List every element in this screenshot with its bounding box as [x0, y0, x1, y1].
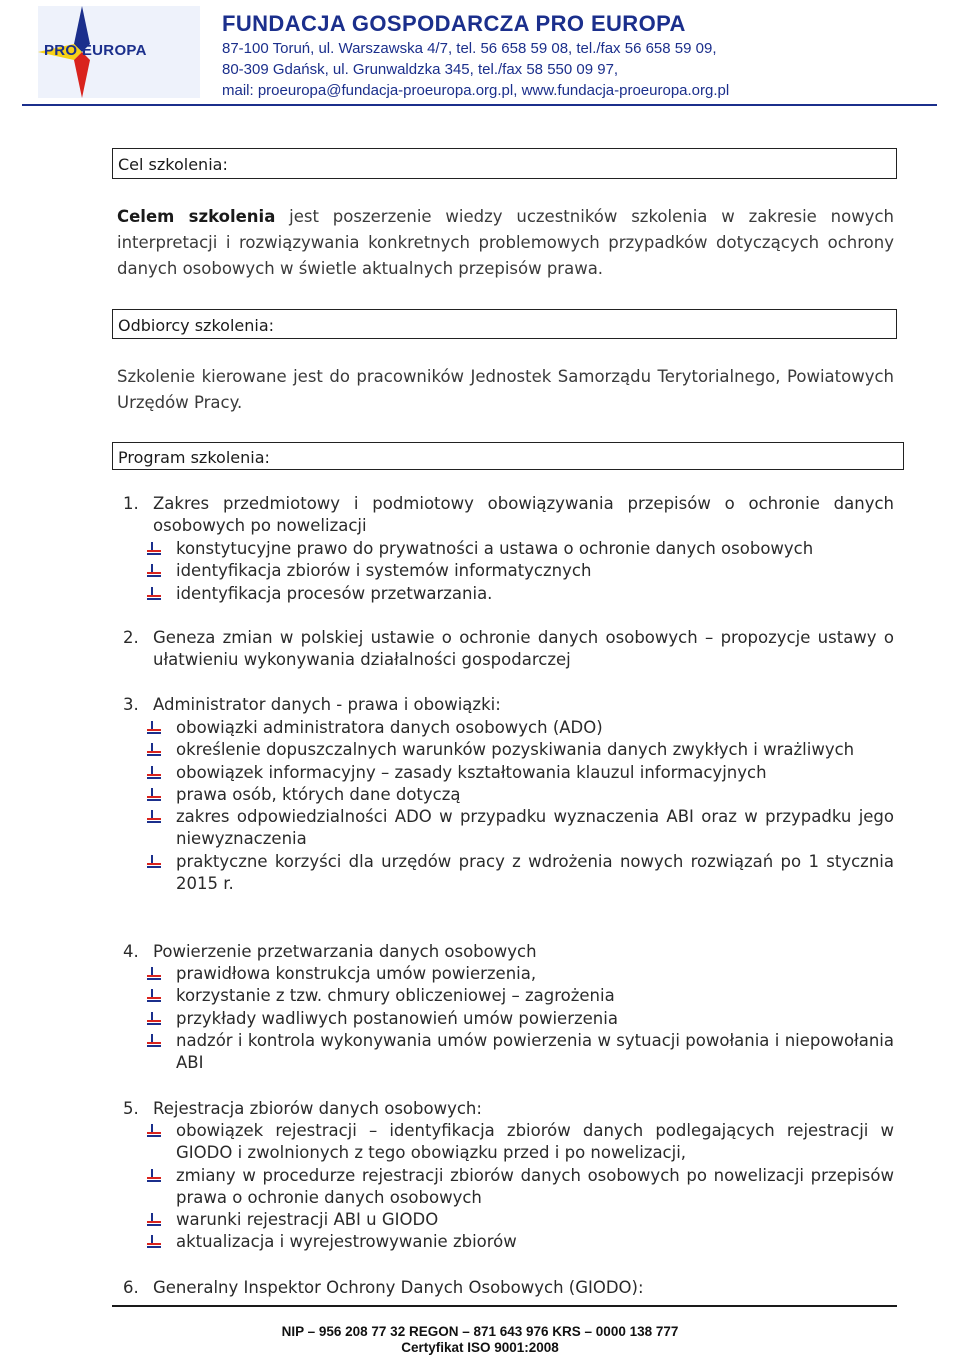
bullet-arrow-icon	[147, 1012, 161, 1026]
bullet-arrow-icon	[147, 855, 161, 869]
bullet-text: przykłady wadliwych postanowień umów powierzenia	[176, 1008, 618, 1028]
list-item	[147, 538, 894, 560]
list-item	[147, 583, 894, 605]
bullet-text: konstytucyjne prawo do prywatności a ustawa o ochronie danych osobowych	[176, 539, 814, 558]
section-heading-odbiorcy	[112, 309, 897, 339]
item-3-bullets	[147, 717, 894, 895]
bullet-text: zmiany w procedurze rejestracji zbiorów danych osobowych po nowelizacji przepisów prawa o ochronie danych osobowych	[176, 1165, 894, 1207]
section-heading-cel	[112, 148, 897, 179]
list-item	[147, 717, 894, 739]
program-item-6	[123, 1277, 894, 1299]
list-item	[147, 806, 894, 851]
bullet-text: aktualizacja i wyrejestrowywanie zbiorów	[176, 1232, 517, 1252]
bullet-arrow-icon	[147, 542, 161, 556]
item-number: 1.	[123, 494, 139, 513]
cel-heading-text: Cel szkolenia:	[118, 155, 228, 174]
list-item	[147, 1165, 894, 1210]
bullet-arrow-icon	[147, 967, 161, 981]
odbiorcy-heading-text: Odbiorcy szkolenia:	[118, 316, 275, 335]
cel-paragraph	[117, 204, 894, 282]
bullet-text: identyfikacja procesów przetwarzania.	[176, 583, 493, 603]
program-item-4	[123, 941, 894, 963]
bullet-arrow-icon	[147, 810, 161, 824]
item-title: Zakres przedmiotowy i podmiotowy obowiązywania przepisów o ochronie danych osobowych po nowelizacji	[153, 494, 894, 536]
list-item	[147, 1120, 894, 1165]
list-item	[147, 739, 894, 761]
program-item-5	[123, 1098, 894, 1120]
list-item	[147, 1231, 894, 1253]
bullet-text: obowiązek rejestracji – identyfikacja zbiorów danych podlegających rejestracji w GIODO i zwolnionych z tego obowiązku przed i po nowelizacji,	[176, 1121, 894, 1163]
program-item-2	[123, 627, 894, 672]
letterhead	[0, 0, 960, 110]
bullet-text: praktyczne korzyści dla urzędów pracy z wdrożenia nowych rozwiązań po 1 stycznia 2015 r.	[176, 851, 894, 894]
list-item	[147, 1209, 894, 1231]
bullet-text: nadzór i kontrola wykonywania umów powierzenia w sytuacji powołania i niepowołania ABI	[176, 1030, 894, 1073]
footer-certificate: Certyfikat ISO 9001:2008	[401, 1340, 559, 1355]
list-item	[147, 1030, 894, 1075]
header-divider	[22, 104, 937, 106]
address-line-2: 80-309 Gdańsk, ul. Grunwaldzka 345, tel./fax 58 550 09 97,	[222, 61, 619, 78]
bullet-arrow-icon	[147, 721, 161, 735]
organization-name: FUNDACJA GOSPODARCZA PRO EUROPA	[222, 11, 686, 36]
bullet-text: prawidłowa konstrukcja umów powierzenia,	[176, 964, 537, 983]
bullet-arrow-icon	[147, 1124, 161, 1138]
bullet-text: identyfikacja zbiorów i systemów informatycznych	[176, 561, 592, 581]
item-title: Rejestracja zbiorów danych osobowych:	[153, 1099, 482, 1118]
bullet-arrow-icon	[147, 1235, 161, 1249]
item-4-bullets	[147, 963, 894, 1074]
list-item	[147, 784, 894, 806]
bullet-text: obowiązek informacyjny – zasady kształtowania klauzul informacyjnych	[176, 762, 767, 782]
bullet-arrow-icon	[147, 743, 161, 757]
logo-text: PRO EUROPA	[44, 42, 147, 59]
bullet-arrow-icon	[147, 587, 161, 601]
program-heading-text: Program szkolenia:	[118, 448, 270, 467]
bullet-arrow-icon	[147, 788, 161, 802]
bullet-text: warunki rejestracji ABI u GIODO	[176, 1210, 439, 1230]
bullet-text: określenie dopuszczalnych warunków pozyskiwania danych zwykłych i wrażliwych	[176, 740, 855, 760]
odbiorcy-text: Szkolenie kierowane jest do pracowników Jednostek Samorządu Terytorialnego, Powiatowych Urzędów Pracy.	[117, 367, 894, 412]
bullet-text: zakres odpowiedzialności ADO w przypadku wyznaczenia ABI oraz w przypadku jego niewyznaczenia	[176, 807, 894, 849]
list-item	[147, 1008, 894, 1030]
footer-registration: NIP – 956 208 77 32 REGON – 871 643 976 KRS – 0000 138 777	[281, 1324, 679, 1339]
list-item	[147, 560, 894, 582]
program-item-1	[123, 493, 894, 538]
bullet-text: korzystanie z tzw. chmury obliczeniowej – zagrożenia	[176, 986, 615, 1006]
item-number: 2.	[123, 628, 139, 647]
item-number: 3.	[123, 695, 139, 714]
item-5-bullets	[147, 1120, 894, 1254]
bullet-arrow-icon	[147, 766, 161, 780]
cel-text: jest poszerzenie wiedzy uczestników szkolenia w zakresie nowych interpretacji i rozwiązywania konkretnych problemowych przypadków dotyczących ochrony danych osobowych w świetle aktualnych przepisów prawa.	[117, 207, 894, 278]
footer-divider	[112, 1305, 897, 1307]
cel-lead: Celem szkolenia	[117, 207, 276, 226]
list-item	[147, 851, 894, 896]
item-title: Geneza zmian w polskiej ustawie o ochronie danych osobowych – propozycje ustawy o ułatwieniu wykonywania działalności gospodarczej	[153, 628, 894, 670]
bullet-text: prawa osób, których dane dotyczą	[176, 784, 461, 804]
item-title: Powierzenie przetwarzania danych osobowych	[153, 942, 537, 961]
odbiorcy-paragraph	[117, 364, 894, 416]
list-item	[147, 963, 894, 985]
item-title: Generalny Inspektor Ochrony Danych Osobowych (GIODO):	[153, 1278, 644, 1297]
list-item	[147, 985, 894, 1007]
contact-line: mail: proeuropa@fundacja-proeuropa.org.pl, www.fundacja-proeuropa.org.pl	[222, 82, 730, 99]
item-1-bullets	[147, 538, 894, 605]
bullet-arrow-icon	[147, 1034, 161, 1048]
bullet-text: obowiązki administratora danych osobowych (ADO)	[176, 718, 603, 737]
bullet-arrow-icon	[147, 989, 161, 1003]
bullet-arrow-icon	[147, 564, 161, 578]
item-title: Administrator danych - prawa i obowiązki:	[153, 695, 501, 714]
section-heading-program	[112, 442, 904, 470]
program-item-3	[123, 694, 894, 716]
item-number: 6.	[123, 1278, 139, 1297]
list-item	[147, 762, 894, 784]
item-number: 4.	[123, 942, 139, 961]
item-number: 5.	[123, 1099, 139, 1118]
address-line-1: 87-100 Toruń, ul. Warszawska 4/7, tel. 56 658 59 08, tel./fax 56 658 59 09,	[222, 40, 717, 57]
bullet-arrow-icon	[147, 1169, 161, 1183]
bullet-arrow-icon	[147, 1213, 161, 1227]
